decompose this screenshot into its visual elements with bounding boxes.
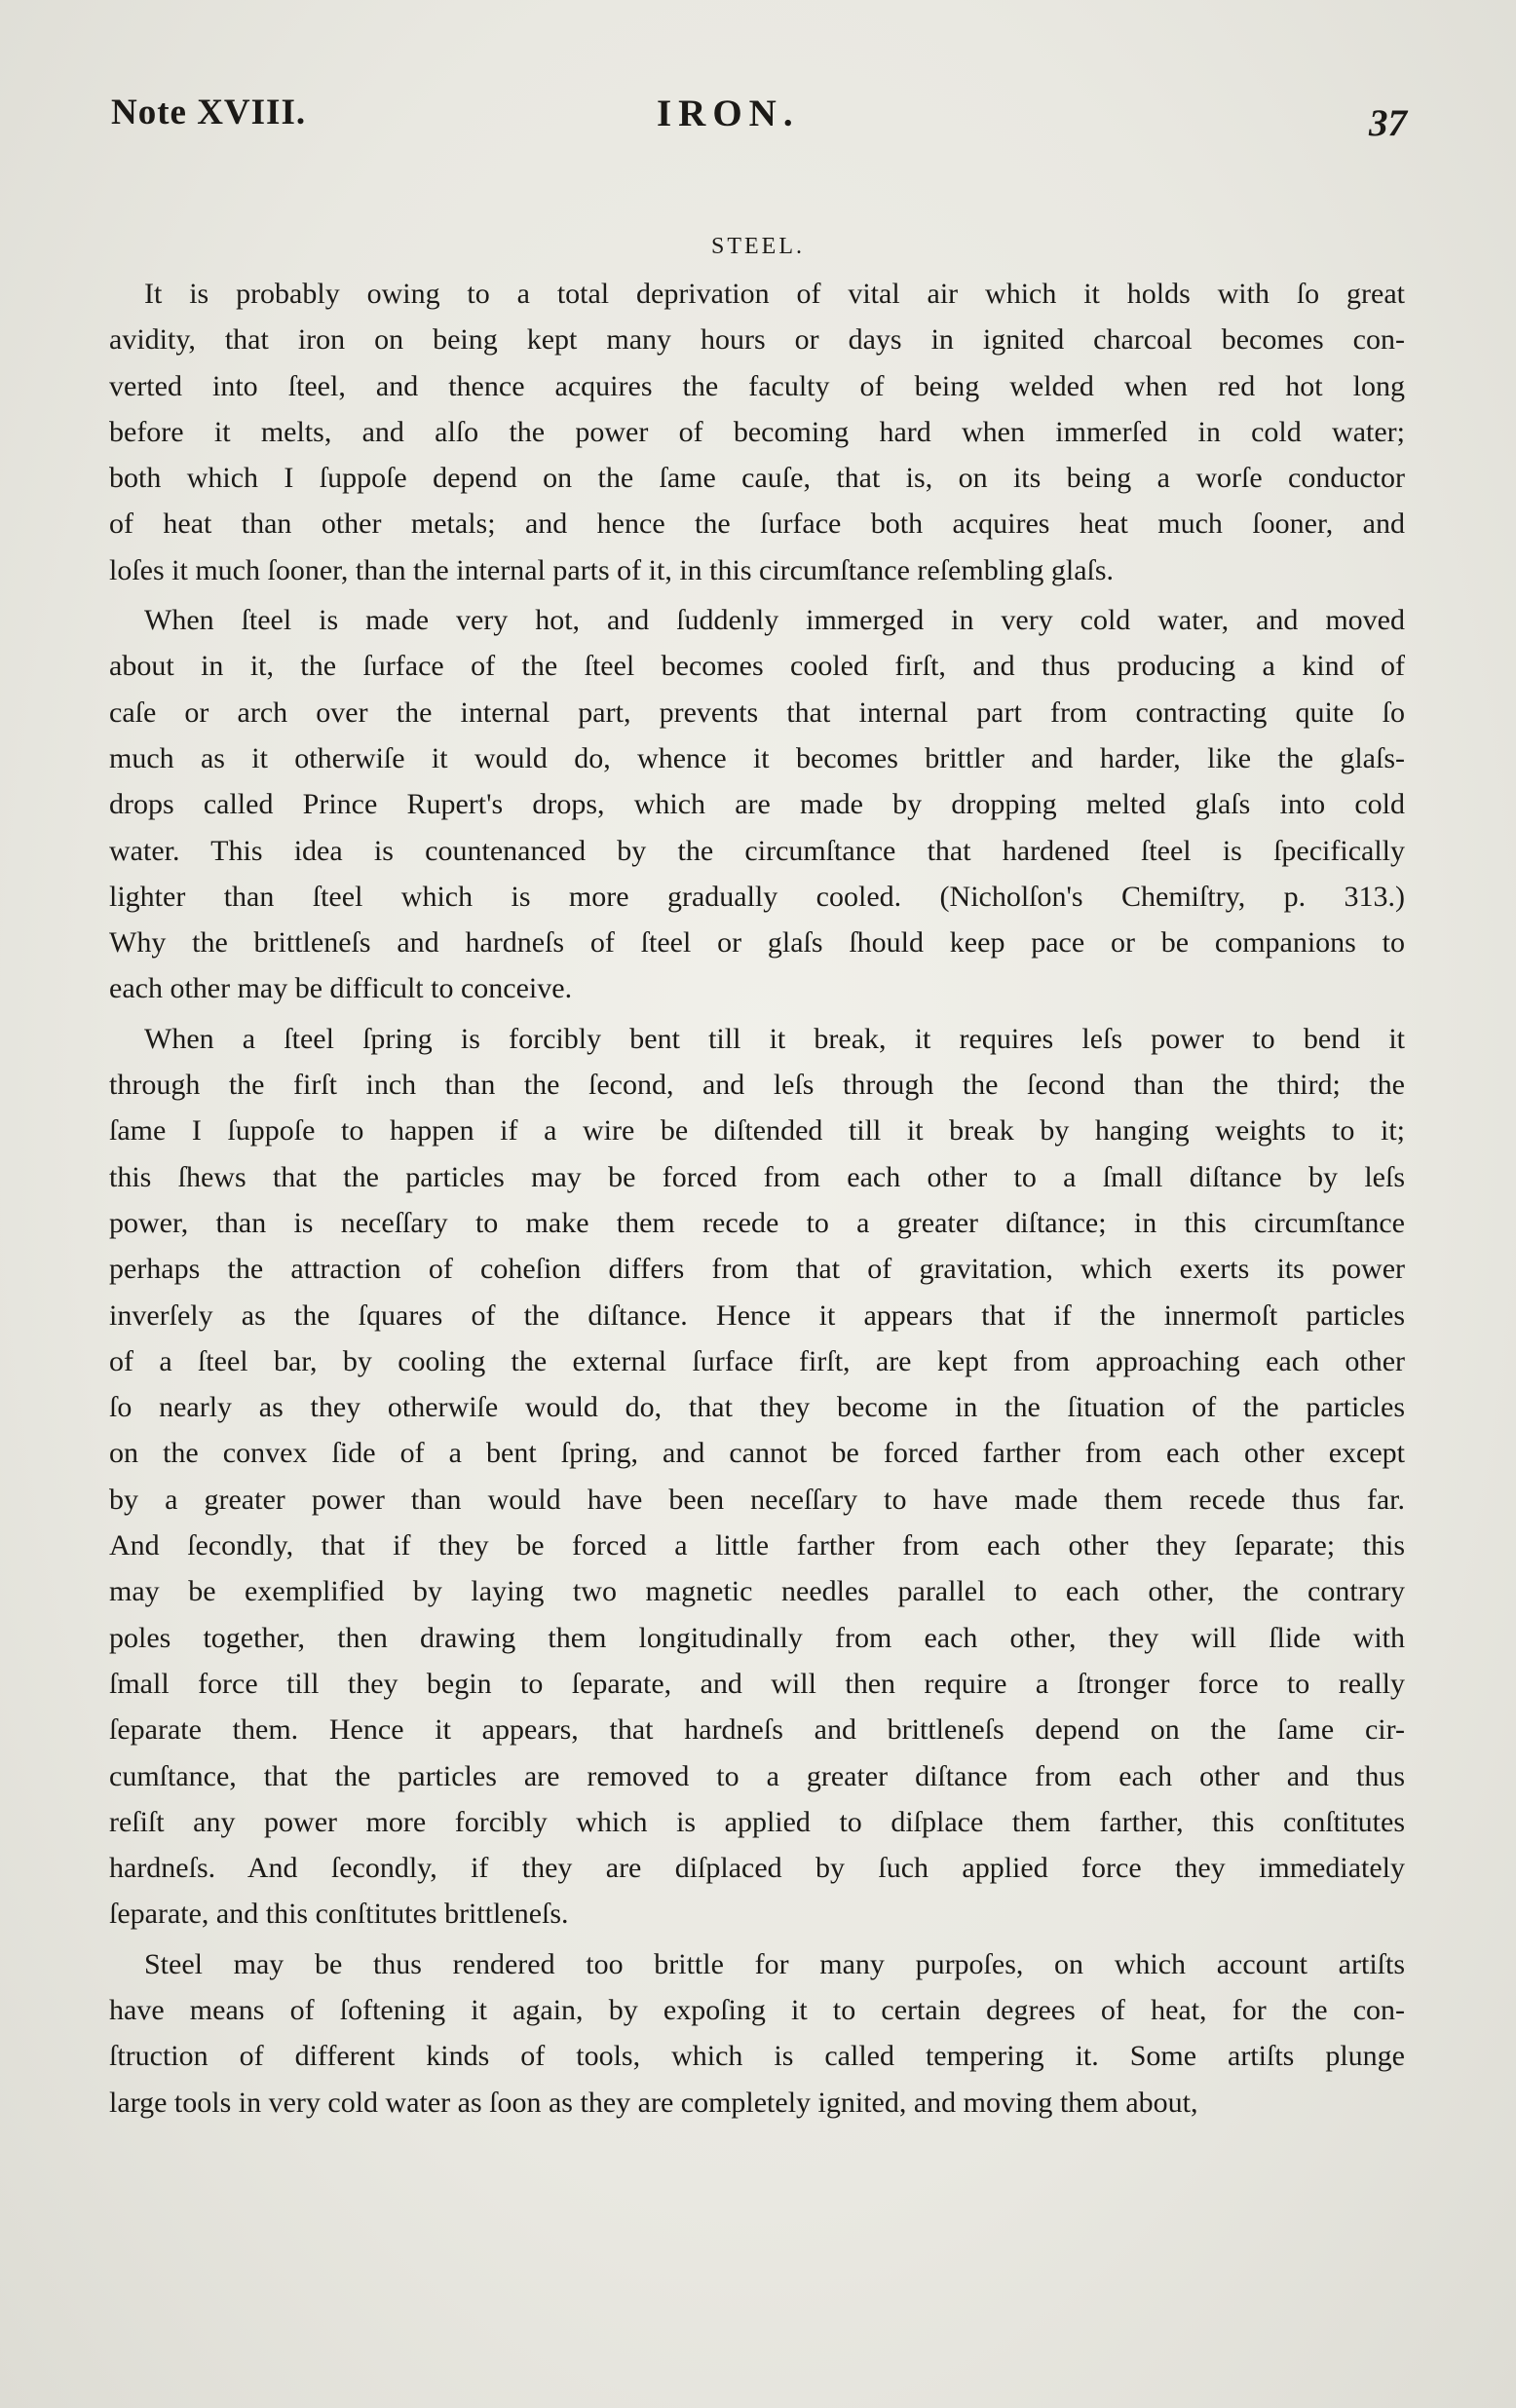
text-line: ſeparate, and this conſtitutes brittleneſs. — [109, 1898, 569, 1931]
text-line: It is probably owing to a total deprivation of vital air which it holds with ſo great — [144, 278, 1405, 310]
text-line: before it melts, and alſo the power of becoming hard when immerſed in cold water; — [109, 415, 1405, 448]
text-line: ſmall force till they begin to ſeparate, and will then require a ſtronger force to really — [109, 1667, 1405, 1700]
body-text — [109, 271, 1405, 2126]
text-line: have means of ſoftening it again, by expoſing it to certain degrees of heat, for the con- — [109, 1993, 1405, 2026]
running-header — [111, 92, 1407, 150]
text-line: water. This idea is countenanced by the circumſtance that hardened ſteel is ſpecifically — [109, 834, 1405, 867]
text-line: much as it otherwiſe it would do, whence it becomes brittler and harder, like the glaſs- — [109, 741, 1405, 774]
text-line: power, than is neceſſary to make them recede to a greater diſtance; in this circumſtance — [109, 1206, 1405, 1239]
text-line: ſeparate them. Hence it appears, that hardneſs and brittleneſs depend on the ſame cir- — [109, 1713, 1405, 1747]
section-heading: STEEL. — [711, 234, 805, 259]
paragraph — [109, 597, 1405, 1012]
text-line: of a ſteel bar, by cooling the external ſurface firſt, are kept from approaching each other — [109, 1344, 1405, 1377]
text-line: Why the brittleneſs and hardneſs of ſteel or glaſs ſhould keep pace or be companions to — [109, 926, 1405, 959]
chapter-title: IRON. — [657, 93, 800, 134]
text-line: ſtruction of different kinds of tools, which is called tempering it. Some artiſts plunge — [109, 2040, 1405, 2073]
text-line: poles together, then drawing them longitudinally from each other, they will ſlide with — [109, 1621, 1405, 1654]
text-line: perhaps the attraction of coheſion differs from that of gravitation, which exerts its power — [109, 1253, 1405, 1286]
text-line: large tools in very cold water as ſoon as they are completely ignited, and moving them about, — [109, 2086, 1198, 2119]
text-line: caſe or arch over the internal part, prevents that internal part from contracting quite ſo — [109, 696, 1405, 729]
text-line: hardneſs. And ſecondly, if they are diſplaced by ſuch applied force they immediately — [109, 1852, 1405, 1885]
text-line: When ſteel is made very hot, and ſuddenly immerged in very cold water, and moved — [144, 604, 1405, 637]
text-line: may be exemplified by laying two magnetic needles parallel to each other, the contrary — [109, 1575, 1405, 1608]
text-line: reſiſt any power more forcibly which is applied to diſplace them farther, this conſtitutes — [109, 1805, 1405, 1838]
text-line: When a ſteel ſpring is forcibly bent till it break, it requires leſs power to bend it — [144, 1022, 1405, 1055]
text-line: loſes it much ſooner, than the internal parts of it, in this circumſtance reſembling glaſs. — [109, 553, 1115, 586]
paragraph — [109, 1016, 1405, 1938]
paragraph — [109, 271, 1405, 593]
text-line: each other may be difficult to conceive. — [109, 972, 573, 1005]
text-line: by a greater power than would have been neceſſary to have made them recede thus far. — [109, 1483, 1405, 1516]
text-line: on the convex ſide of a bent ſpring, and cannot be forced farther from each other except — [109, 1437, 1405, 1470]
text-line: And ſecondly, that if they be forced a little farther from each other they ſeparate; this — [109, 1529, 1405, 1562]
page-number: 37 — [1369, 102, 1407, 144]
text-line: avidity, that iron on being kept many hours or days in ignited charcoal becomes con- — [109, 323, 1405, 357]
text-line: verted into ſteel, and thence acquires the faculty of being welded when red hot long — [109, 369, 1405, 402]
text-line: ſame I ſuppoſe to happen if a wire be diſtended till it break by hanging weights to it; — [109, 1114, 1405, 1148]
paragraph — [109, 1941, 1405, 2126]
text-line: about in it, the ſurface of the ſteel becomes cooled firſt, and thus producing a kind of — [109, 650, 1405, 683]
text-line: through the firſt inch than the ſecond, and leſs through the ſecond than the third; the — [109, 1069, 1405, 1102]
text-line: Steel may be thus rendered too brittle for many purpoſes, on which account artiſts — [144, 1947, 1405, 1980]
text-line: cumſtance, that the particles are removed to a greater diſtance from each other and thus — [109, 1759, 1405, 1792]
text-line: ſo nearly as they otherwiſe would do, that they become in the ſituation of the particles — [109, 1391, 1405, 1424]
text-line: inverſely as the ſquares of the diſtance. Hence it appears that if the innermoſt particles — [109, 1298, 1405, 1332]
note-number: Note XVIII. — [111, 93, 307, 132]
text-line: drops called Prince Rupert's drops, which are made by dropping melted glaſs into cold — [109, 788, 1405, 821]
text-line: both which I ſuppoſe depend on the ſame cauſe, that is, on its being a worſe conductor — [109, 462, 1405, 495]
text-line: lighter than ſteel which is more gradually cooled. (Nicholſon's Chemiſtry, p. 313.) — [109, 880, 1405, 913]
text-line: this ſhews that the particles may be forced from each other to a ſmall diſtance by leſs — [109, 1160, 1405, 1193]
text-line: of heat than other metals; and hence the ſurface both acquires heat much ſooner, and — [109, 508, 1405, 541]
